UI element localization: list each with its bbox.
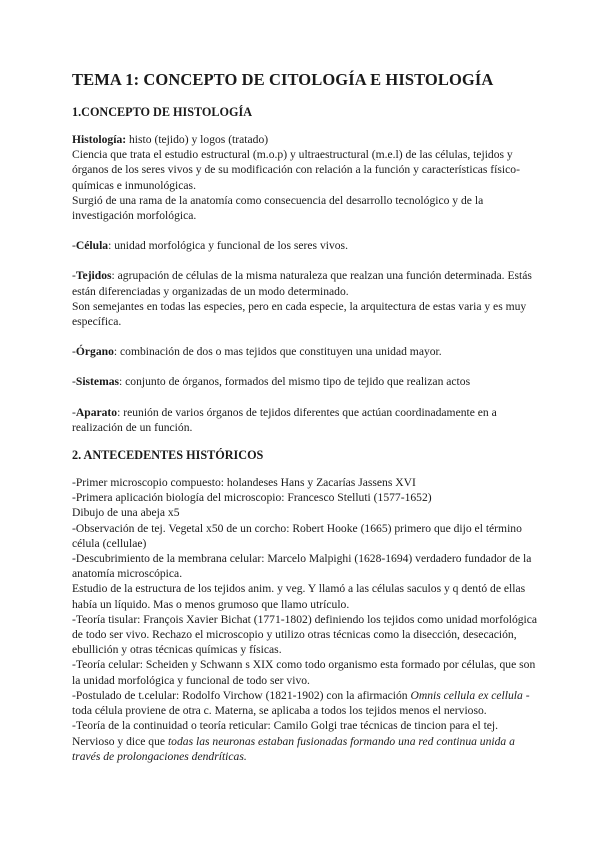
celula-paragraph xyxy=(72,238,542,253)
history-item: -Primera aplicación biología del microscopio: Francesco Stelluti (1577-1652) xyxy=(72,491,432,505)
virchow-text-b: - toda célula proviene de otra c. Materna, se aplicaba a todos los tejidos menos el nervioso. xyxy=(72,688,530,718)
document-title: TEMA 1: CONCEPTO DE CITOLOGÍA E HISTOLOGÍA xyxy=(72,70,494,89)
section2-heading: 2. ANTECEDENTES HISTÓRICOS xyxy=(72,448,264,463)
history-item: -Primer microscopio compuesto: holandeses Hans y Zacarías Jassens XVI xyxy=(72,476,416,490)
virchow-text-a: -Postulado de t.celular: Rodolfo Virchow (1821-1902) con la afirmación xyxy=(72,688,411,702)
aparato-term: Aparato xyxy=(75,405,118,419)
tejidos-prefix: - xyxy=(72,269,76,283)
histologia-definition: Ciencia que trata el estudio estructural (m.o.p) y ultraestructural (m.e.l) de las células, tejidos y órganos de los seres vivos y de su modificación con relación a la función y características físico-químicas e inmunológicas. xyxy=(72,148,520,192)
organo-paragraph xyxy=(72,344,542,359)
history-item: -Observación de tej. Vegetal x50 de un corcho: Robert Hooke (1665) primero que dijo el término célula (cellulae) xyxy=(72,521,522,550)
section1-heading: 1.CONCEPTO DE HISTOLOGÍA xyxy=(72,105,253,119)
histologia-term: Histología: xyxy=(72,133,127,146)
aparato-paragraph xyxy=(72,405,542,435)
sistemas-definition: : conjunto de órganos, formados del mismo tipo de tejido que realizan actos xyxy=(119,375,471,389)
celula-prefix: - xyxy=(72,239,76,253)
history-item: -Teoría tisular: François Xavier Bichat (1771-1802) definiendo los tejidos como unidad morfológica de todo ser vivo. Rechazo el microscopio y utilizo otras técnicas como la disección, desecación, ebullición y otras técnicas químicas y físicas. xyxy=(72,612,538,657)
virchow-item xyxy=(72,688,542,718)
aparato-definition: : reunión de varios órganos de tejidos diferentes que actúan coordinadamente en a realización de un función. xyxy=(72,405,497,434)
golgi-text-a: -Teoría de la continuidad o teoría reticular: Camilo Golgi trae técnicas de tincion para el tej. Nervioso y dice que xyxy=(72,719,499,748)
aparato-prefix: - xyxy=(72,405,76,419)
document-content xyxy=(72,70,542,764)
history-item: -Descubrimiento de la membrana celular: Marcelo Malpighi (1628-1694) verdadero fundador de la anatomía microscópica. xyxy=(72,552,532,581)
sistemas-term: Sistemas xyxy=(75,375,120,389)
tejidos-term: Tejidos xyxy=(75,269,112,283)
organo-term: Órgano xyxy=(75,345,114,359)
sistemas-prefix: - xyxy=(72,375,76,389)
histologia-origin: Surgió de una rama de la anatomía como consecuencia del desarrollo tecnológico y de la investigación morfológica. xyxy=(72,193,484,223)
histologia-definition-line xyxy=(72,132,542,147)
tejidos-paragraph xyxy=(72,268,542,298)
tejidos-definition: : agrupación de células de la misma naturaleza que realzan una función determinada. Estás están diferenciadas y organizadas de un modo determinado. xyxy=(72,269,532,298)
virchow-quote: Omnis cellula ex cellula xyxy=(410,688,523,702)
golgi-quote: todas las neuronas estaban fusionadas formando una red continua unida a través de prolongaciones dendríticas. xyxy=(72,734,515,763)
history-item: Estudio de la estructura de los tejidos anim. y veg. Y llamó a las células saculos y q dentó de ellas había un líquido. Mas o menos grumoso que llamo utrículo. xyxy=(72,582,526,611)
golgi-item xyxy=(72,718,542,764)
organo-prefix: - xyxy=(72,345,76,359)
history-item: Dibujo de una abeja x5 xyxy=(72,506,180,520)
tejidos-extra: Son semejantes en todas las especies, pero en cada especie, la arquitectura de estas varia y es muy específica. xyxy=(72,299,527,329)
celula-term: Célula xyxy=(75,239,109,253)
organo-definition: : combinación de dos o mas tejidos que constituyen una unidad mayor. xyxy=(113,345,442,359)
celula-definition: : unidad morfológica y funcional de los seres vivos. xyxy=(108,239,348,253)
sistemas-paragraph xyxy=(72,374,542,389)
histologia-etymology: histo (tejido) y logos (tratado) xyxy=(126,133,269,146)
history-item: -Teoría celular: Scheiden y Schwann s XIX como todo organismo esta formado por células, que son la unidad morfológica y funcional de todo ser vivo. xyxy=(72,658,536,687)
